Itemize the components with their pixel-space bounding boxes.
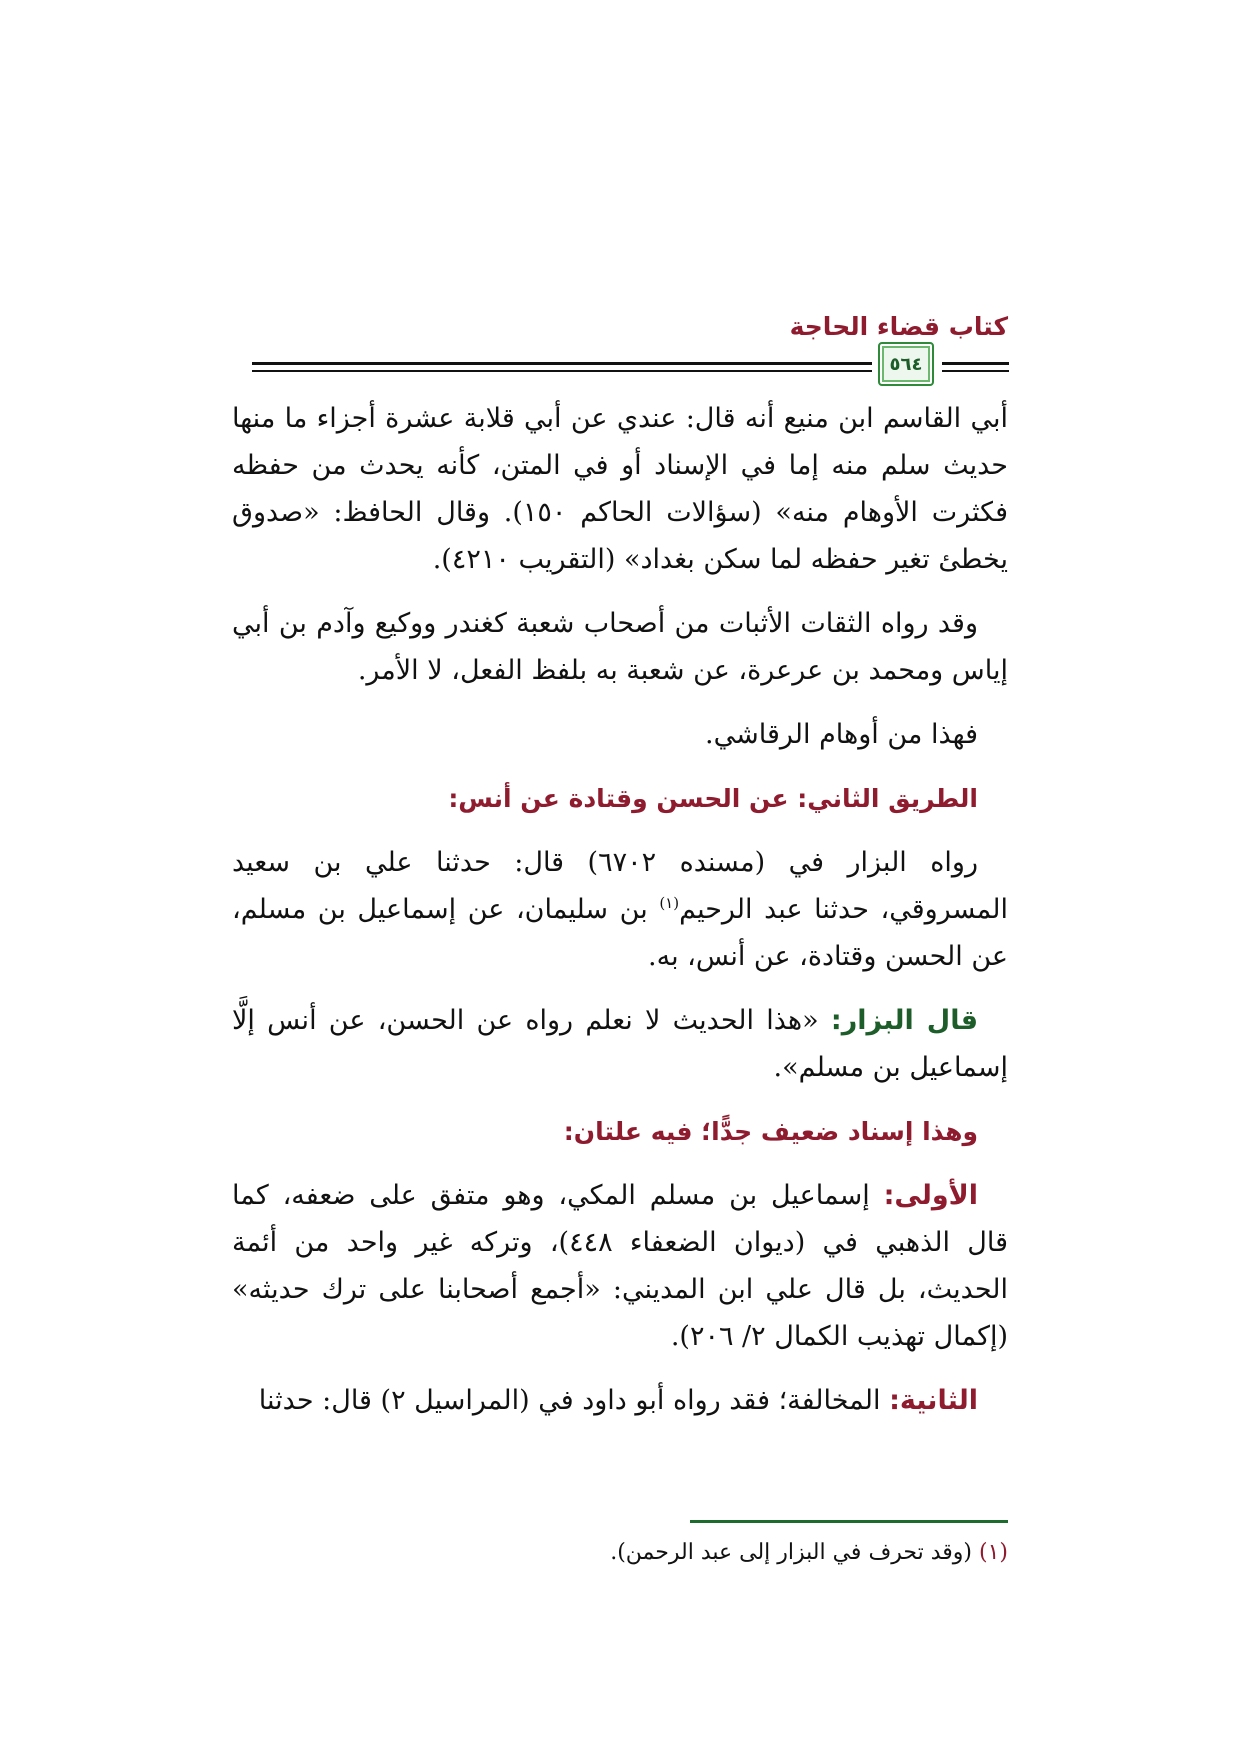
paragraph-lead: الثانية: — [889, 1385, 978, 1416]
paragraph: وقد رواه الثقات الأثبات من أصحاب شعبة كغندر ووكيع وآدم بن أبي إياس ومحمد بن عرعرة، عن شعبة به بلفظ الفعل، لا الأمر. — [232, 608, 1008, 686]
paragraph-text: إسماعيل بن مسلم المكي، وهو متفق على ضعفه، كما قال الذهبي في (ديوان الضعفاء ٤٤٨)، وتركه غير واحد من أئمة الحديث، بل قال علي ابن المديني: «أجمع أصحابنا على ترك حديثه» (إكمال تهذيب الكمال ٢/ ٢٠٦). — [232, 1180, 1009, 1352]
footnote-number: (١) — [978, 1540, 1008, 1565]
footnote-text: (وقد تحرف في البزار إلى عبد الرحمن). — [610, 1540, 979, 1565]
paragraph-text: المخالفة؛ فقد رواه أبو داود في (المراسيل ٢) قال: حدثنا — [258, 1385, 890, 1416]
footnote-reference: (١) — [659, 894, 680, 912]
paragraph-text: رواه البزار في (مسنده ٦٧٠٢) قال: حدثنا علي بن سعيد المسروقي، حدثنا عبد الرحيم — [232, 847, 1008, 925]
paragraph: أبي القاسم ابن منيع أنه قال: عندي عن أبي قلابة عشرة أجزاء ما منها حديث سلم منه إما في الإسناد أو في المتن، كأنه يحدث من حفظه فكثرت الأوهام منه» (سؤالات الحاكم ١٥٠). وقال الحافظ: «صدوق يخطئ تغير حفظه لما سكن بغداد» (التقريب ٤٢١٠). — [232, 403, 1009, 575]
paragraph-lead: الأولى: — [883, 1180, 978, 1211]
main-text — [232, 395, 1008, 1441]
paragraph — [232, 839, 1008, 980]
paragraph — [232, 1172, 1008, 1360]
paragraph: فهذا من أوهام الرقاشي. — [705, 719, 978, 750]
paragraph — [232, 997, 1008, 1091]
section-heading: وهذا إسناد ضعيف جدًّا؛ فيه علتان: — [563, 1117, 978, 1146]
section-heading: الطريق الثاني: عن الحسن وقتادة عن أنس: — [448, 784, 978, 813]
page-number-badge — [878, 342, 934, 386]
running-header-title: كتاب قضاء الحاجة — [789, 312, 1008, 341]
paragraph — [232, 1377, 1008, 1424]
paragraph-text: بن سليمان، عن إسماعيل بن مسلم، عن الحسن وقتادة، عن أنس، به. — [232, 894, 1008, 972]
footnote-separator — [690, 1520, 1008, 1523]
footnote — [232, 1536, 1008, 1570]
page-number: ٥٦٤ — [889, 353, 923, 375]
paragraph-text: «هذا الحديث لا نعلم رواه عن الحسن، عن أنس إلَّا إسماعيل بن مسلم». — [232, 1005, 1008, 1083]
paragraph-lead: قال البزار: — [830, 1005, 979, 1036]
